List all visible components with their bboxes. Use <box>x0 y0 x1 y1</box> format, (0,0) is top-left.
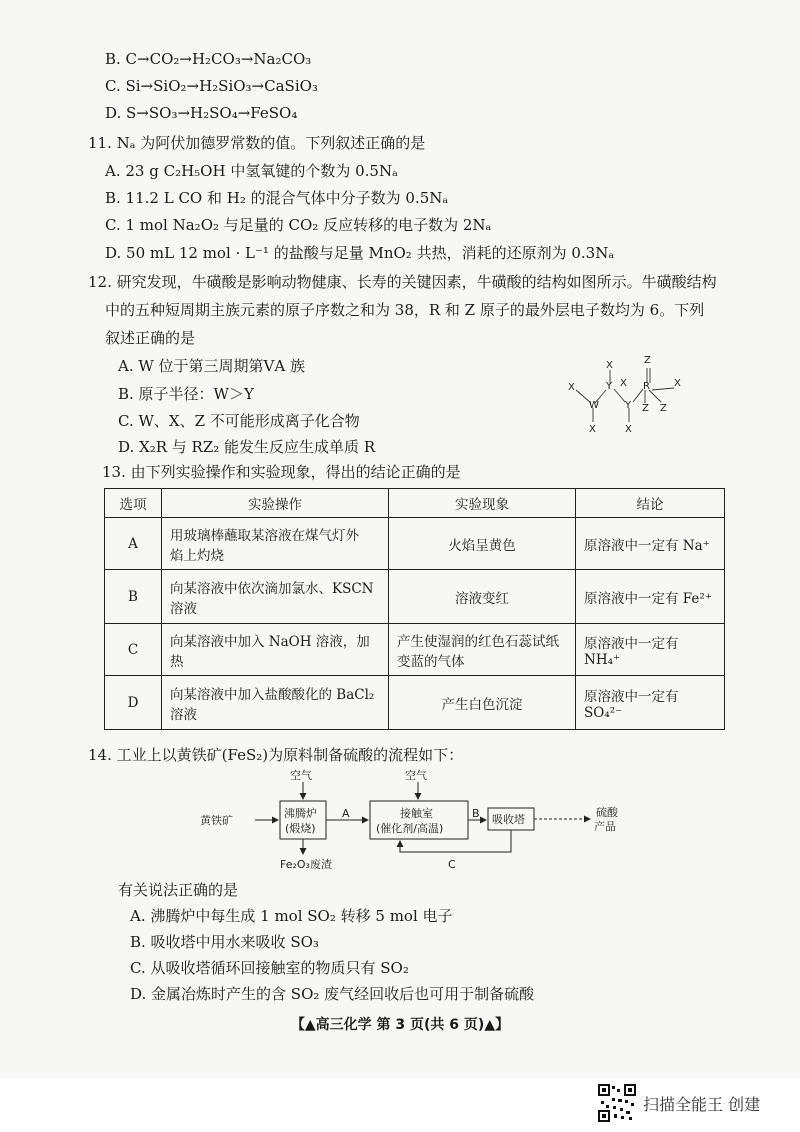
row-option: D <box>105 676 162 730</box>
flow-waste: Fe₂O₃废渣 <box>280 858 332 871</box>
q14-stem: 14. 工业上以黄铁矿(FeS₂)为原料制备硫酸的流程如下： <box>88 746 464 764</box>
struct-r: R <box>643 381 650 392</box>
flow-box2-line2: (催化剂/高温) <box>376 822 444 835</box>
row-conclusion: 原溶液中一定有 Na⁺ <box>576 518 725 570</box>
struct-x-1: X <box>568 382 575 393</box>
q12-stem-line2: 中的五种短周期主族元素的原子序数之和为 38，R 和 Z 原子的最外层电子数均为 6。下列 <box>105 301 705 319</box>
header-operation: 实验操作 <box>162 489 389 518</box>
q11-option-b: B. 11.2 L CO 和 H₂ 的混合气体中分子数为 0.5Nₐ <box>105 189 449 207</box>
row-phenomenon: 产生白色沉淀 <box>389 676 576 730</box>
struct-x-3: X <box>606 360 613 371</box>
table-row <box>105 624 725 676</box>
header-option: 选项 <box>105 489 162 518</box>
struct-w: W <box>589 400 599 411</box>
q14-prompt: 有关说法正确的是 <box>118 881 239 899</box>
q14-option-a: A. 沸腾炉中每生成 1 mol SO₂ 转移 5 mol 电子 <box>130 907 453 925</box>
q12-option-c: C. W、X、Z 不可能形成离子化合物 <box>118 412 360 430</box>
flow-box1-line1: 沸腾炉 <box>284 807 317 820</box>
struct-z-3: Z <box>660 403 667 414</box>
q14-option-c: C. 从吸收塔循环回接触室的物质只有 SO₂ <box>130 959 409 977</box>
q13-stem: 13. 由下列实验操作和实验现象，得出的结论正确的是 <box>102 463 461 481</box>
struct-x-4: X <box>620 378 627 389</box>
taurine-structure-diagram <box>562 348 702 440</box>
row-option: B <box>105 570 162 624</box>
q12-stem-line3: 叙述正确的是 <box>105 329 196 347</box>
row-option: C <box>105 624 162 676</box>
row-operation: 向某溶液中加入 NaOH 溶液，加热 <box>162 624 389 676</box>
flow-box1-line2: (煅烧) <box>285 822 316 835</box>
flow-box3: 吸收塔 <box>492 813 525 826</box>
flow-product-line2: 产品 <box>594 820 616 833</box>
q12-option-b: B. 原子半径：W＞Y <box>118 385 254 403</box>
q14-option-d: D. 金属冶炼时产生的含 SO₂ 废气经回收后也可用于制备硫酸 <box>130 985 535 1003</box>
header-conclusion: 结论 <box>576 489 725 518</box>
experiment-table <box>104 488 725 730</box>
q11-option-c: C. 1 mol Na₂O₂ 与足量的 CO₂ 反应转移的电子数为 2Nₐ <box>105 216 492 234</box>
q11-option-a: A. 23 g C₂H₅OH 中氢氧键的个数为 0.5Nₐ <box>105 162 398 180</box>
row-phenomenon: 火焰呈黄色 <box>389 518 576 570</box>
struct-x-6: X <box>674 378 681 389</box>
prev-option-d: D. S→SO₃→H₂SO₄→FeSO₄ <box>105 104 298 122</box>
prev-option-b: B. C→CO₂→H₂CO₃→Na₂CO₃ <box>105 50 312 68</box>
flow-arrow-c: C <box>448 858 456 871</box>
flow-arrow-a: A <box>342 807 350 820</box>
flow-air-2: 空气 <box>405 769 427 782</box>
header-phenomenon: 实验现象 <box>389 489 576 518</box>
q14-option-b: B. 吸收塔中用水来吸收 SO₃ <box>130 933 319 951</box>
qr-code-icon <box>598 1084 636 1122</box>
struct-x-2: X <box>589 424 596 435</box>
row-operation: 向某溶液中加入盐酸酸化的 BaCl₂ 溶液 <box>162 676 389 730</box>
struct-z-2: Z <box>642 403 649 414</box>
q11-stem: 11. Nₐ 为阿伏加德罗常数的值。下列叙述正确的是 <box>88 134 426 152</box>
flow-product-line1: 硫酸 <box>596 806 618 819</box>
struct-y-2: Y <box>625 400 632 411</box>
flow-input: 黄铁矿 <box>200 814 233 827</box>
struct-y-1: Y <box>606 381 613 392</box>
prev-option-c: C. Si→SiO₂→H₂SiO₃→CaSiO₃ <box>105 77 318 95</box>
row-option: A <box>105 518 162 570</box>
row-operation: 用玻璃棒蘸取某溶液在煤气灯外 焰上灼烧 <box>162 518 389 570</box>
row-phenomenon: 溶液变红 <box>389 570 576 624</box>
q12-option-a: A. W 位于第三周期第ⅤA 族 <box>118 357 305 375</box>
table-row <box>105 570 725 624</box>
q11-option-d: D. 50 mL 12 mol · L⁻¹ 的盐酸与足量 MnO₂ 共热，消耗的还原剂为 0.3Nₐ <box>105 244 615 262</box>
sulfuric-acid-flow-diagram <box>200 768 620 878</box>
struct-z-1: Z <box>644 355 651 366</box>
row-conclusion: 原溶液中一定有 NH₄⁺ <box>576 624 725 676</box>
struct-x-5: X <box>625 424 632 435</box>
flow-box2-line1: 接触室 <box>400 807 433 820</box>
row-conclusion: 原溶液中一定有 SO₄²⁻ <box>576 676 725 730</box>
row-conclusion: 原溶液中一定有 Fe²⁺ <box>576 570 725 624</box>
table-row <box>105 676 725 730</box>
table-row <box>105 518 725 570</box>
flow-air-1: 空气 <box>290 769 312 782</box>
q12-option-d: D. X₂R 与 RZ₂ 能发生反应生成单质 R <box>118 438 376 456</box>
page-footer: 【▲高三化学 第 3 页(共 6 页)▲】 <box>290 1017 510 1033</box>
scanner-watermark: 扫描全能王 创建 <box>643 1095 761 1114</box>
row-operation: 向某溶液中依次滴加氯水、KSCN 溶液 <box>162 570 389 624</box>
table-header-row <box>105 489 725 518</box>
row-phenomenon: 产生使湿润的红色石蕊试纸 变蓝的气体 <box>389 624 576 676</box>
q12-stem-line1: 12. 研究发现，牛磺酸是影响动物健康、长寿的关键因素，牛磺酸的结构如图所示。牛磺酸结构 <box>88 273 717 291</box>
flow-arrow-b: B <box>472 807 480 820</box>
